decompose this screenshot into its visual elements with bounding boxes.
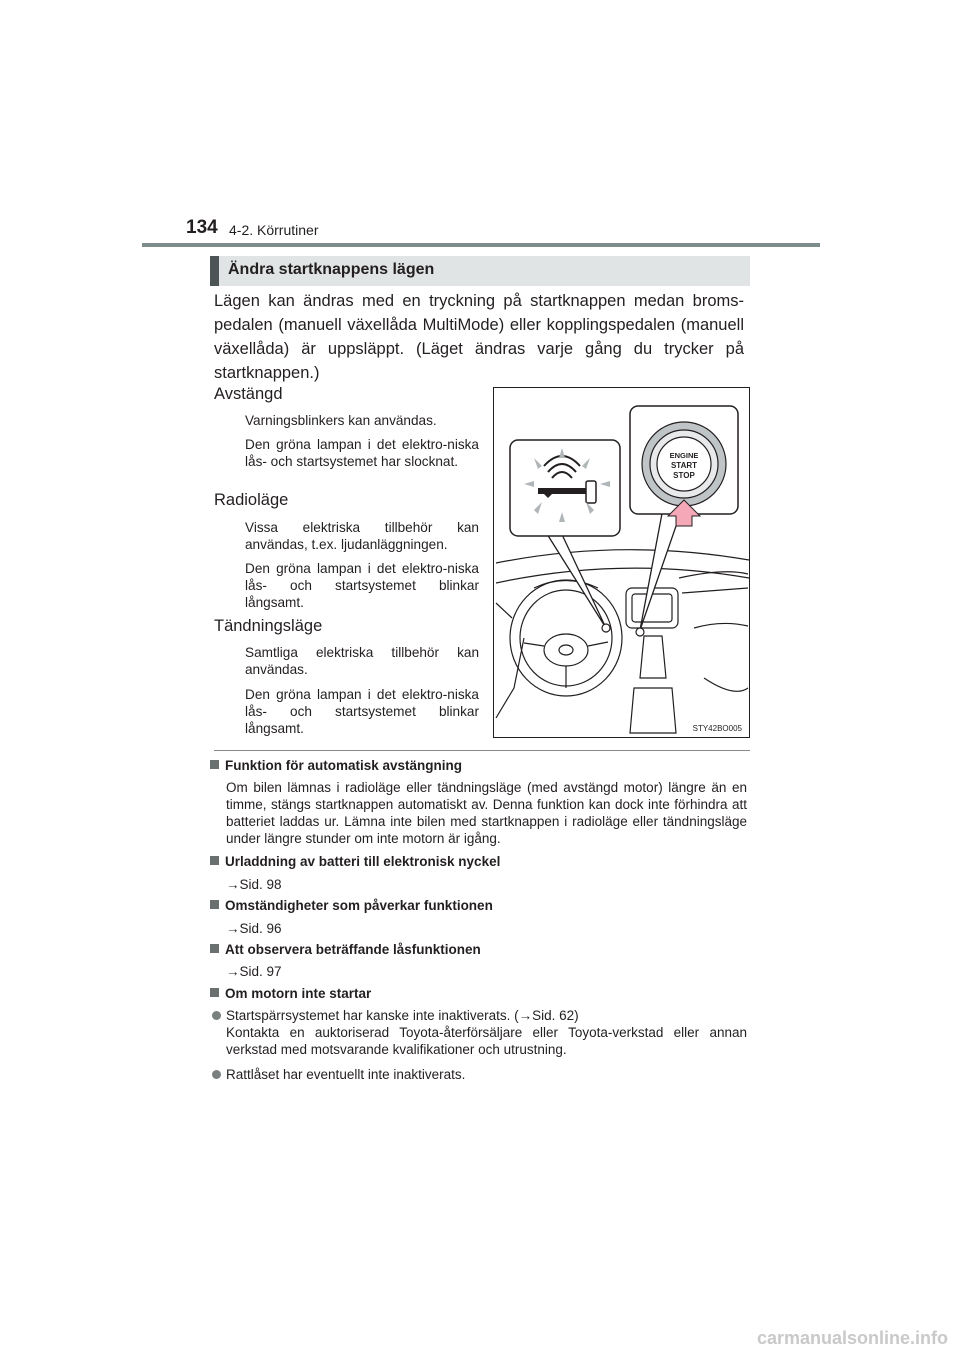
- note-bullet-contact: Kontakta en auktoriserad Toyota-återförsäljare eller Toyota-verkstad eller annan verkstad med motsvarande kvalifikationer och utrustning.: [226, 1025, 747, 1057]
- section-divider: [214, 750, 750, 751]
- dashboard-illustration: [494, 388, 751, 739]
- note-bullet-steering-lock: Rattlåset har eventuellt inte inaktiverats.: [212, 1066, 747, 1083]
- note-ref-battery: →Sid. 98: [226, 877, 282, 892]
- note-body-auto-off: Om bilen lämnas i radioläge eller tändningsläge (med avstängd motor) längre än en timme, stängs startknappen automatiskt av. Denna funktion kan dock inte förhindra att batteriet laddas ur. Lämna inte bilen med startknappen i radioläge eller tändningsläge under längre stunder om inte motorn är igång.: [226, 780, 747, 846]
- callout-pointer-left: [542, 526, 606, 628]
- button-label-stop: STOP: [673, 471, 695, 480]
- button-label-engine: ENGINE: [669, 451, 699, 460]
- mode-acc-text-2: Den gröna lampan i det elektro-niska lås- och startsystemet blinkar långsamt.: [245, 561, 479, 610]
- note-heading-no-start: Om motorn inte startar: [210, 986, 371, 1001]
- indicator-lamp: [602, 624, 610, 632]
- square-bullet-icon: [210, 944, 219, 953]
- section-heading: [210, 256, 750, 286]
- square-bullet-icon: [210, 760, 219, 769]
- square-bullet-icon: [210, 900, 219, 909]
- start-button-location: [636, 628, 644, 636]
- note-ref-circumstances: →Sid. 96: [226, 921, 282, 936]
- mode-off-title: Avstängd: [214, 385, 283, 403]
- button-label-start: START: [670, 461, 698, 470]
- square-bullet-icon: [210, 856, 219, 865]
- square-bullet-icon: [210, 988, 219, 997]
- mode-on-text-1: Samtliga elektriska tillbehör kan användas.: [245, 645, 479, 677]
- dashboard-figure: [493, 387, 750, 738]
- note-heading-auto-off: Funktion för automatisk avstängning: [210, 758, 462, 773]
- note-heading-circumstances: Omständigheter som påverkar funktionen: [210, 898, 493, 913]
- chapter-title: 4-2. Körrutiner: [229, 222, 319, 238]
- mode-acc-title: Radioläge: [214, 491, 289, 509]
- page-number: 134: [186, 217, 218, 238]
- note-bullet-immobilizer: Startspärrsystemet har kanske inte inaktiverats. (→Sid. 62): [212, 1007, 747, 1024]
- round-bullet-icon: [212, 1070, 221, 1079]
- round-bullet-icon: [212, 1011, 221, 1020]
- section-accent: [210, 256, 219, 286]
- figure-code: STY42BO005: [692, 724, 742, 733]
- note-heading-battery: Urladdning av batteri till elektronisk nyckel: [210, 854, 500, 869]
- note-ref-lock: →Sid. 97: [226, 964, 282, 979]
- watermark: carmanualsonline.info: [756, 1328, 948, 1348]
- mode-acc-text-1: Vissa elektriska tillbehör kan användas, t.ex. ljudanläggningen.: [245, 520, 479, 552]
- mode-off-text-1: Varningsblinkers kan användas.: [245, 413, 437, 428]
- header-rule: [142, 243, 820, 247]
- intro-paragraph: Lägen kan ändras med en tryckning på startknappen medan broms-pedalen (manuell växellåda MultiMode) eller kopplingspedalen (manuell växellåda) är uppsläppt. (Läget ändras varje gång du trycker på startknappen.): [214, 292, 744, 382]
- mode-off-text-2: Den gröna lampan i det elektro-niska lås- och startsystemet har slocknat.: [245, 437, 479, 469]
- mode-on-title: Tändningsläge: [214, 617, 323, 635]
- mode-on-text-2: Den gröna lampan i det elektro-niska lås- och startsystemet blinkar långsamt.: [245, 687, 479, 736]
- section-title: Ändra startknappens lägen: [228, 261, 435, 278]
- dashboard-outline: [496, 550, 749, 733]
- note-heading-lock: Att observera beträffande låsfunktionen: [210, 942, 481, 957]
